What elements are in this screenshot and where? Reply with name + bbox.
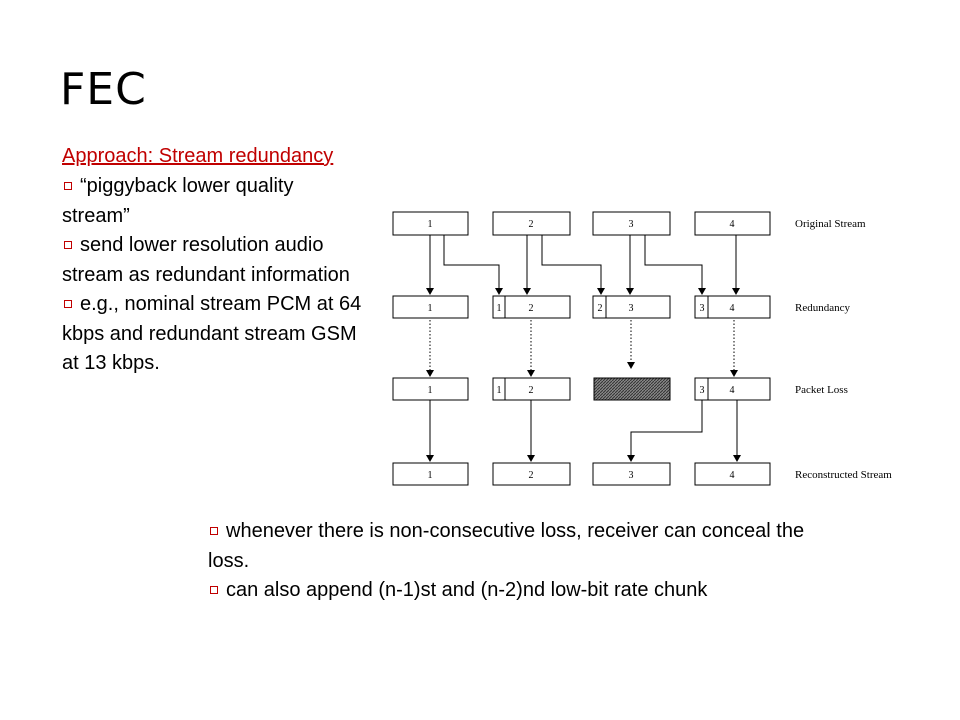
packet-number: 3 [628,470,634,481]
redundant-chunk-number: 2 [597,303,603,314]
note-item: can also append (n-1)st and (n-2)nd low-bit rate chunk [208,576,848,606]
reconstructed-stream-row [393,463,892,485]
packet-number: 1 [427,470,433,481]
packet-number: 4 [729,303,735,314]
piggyback-arrows [444,235,702,294]
row-label: Reconstructed Stream [795,469,892,481]
packet-number: 4 [729,385,735,396]
row-label: Redundancy [795,302,850,314]
redundancy-row [393,296,850,318]
packet-number: 2 [528,303,534,314]
packet-number: 4 [729,219,735,230]
redundant-chunk-number: 3 [699,385,705,396]
packet-number: 2 [528,470,534,481]
lost-packet-box [594,378,670,400]
original-stream-row [393,212,866,235]
note-item: whenever there is non-consecutive loss, receiver can conceal the loss. [208,520,805,572]
row-label: Original Stream [795,218,866,230]
bullet-item: send lower resolution audio stream as redundant information [62,234,350,286]
packet-number: 2 [528,385,534,396]
redundant-chunk-number: 1 [496,303,502,314]
transmission-arrows [430,320,734,376]
packet-number: 3 [628,219,634,230]
reconstruction-arrows [430,400,737,461]
redundant-chunk-number: 3 [699,303,705,314]
row-label: Packet Loss [795,384,848,396]
packet-number: 1 [427,219,433,230]
packet-number: 2 [528,219,534,230]
packet-number: 3 [628,303,634,314]
approach-heading: Approach: Stream redundancy [62,145,334,167]
bullet-item: “piggyback lower quality stream” [62,175,294,227]
page-title: FEC [60,64,147,115]
bullet-item: e.g., nominal stream PCM at 64 kbps and redundant stream GSM at 13 kbps. [62,293,362,374]
packet-number: 4 [729,470,735,481]
packet-number: 1 [427,385,433,396]
packet-number: 1 [427,303,433,314]
packet-loss-row [393,378,848,400]
redundant-chunk-number: 1 [496,385,502,396]
